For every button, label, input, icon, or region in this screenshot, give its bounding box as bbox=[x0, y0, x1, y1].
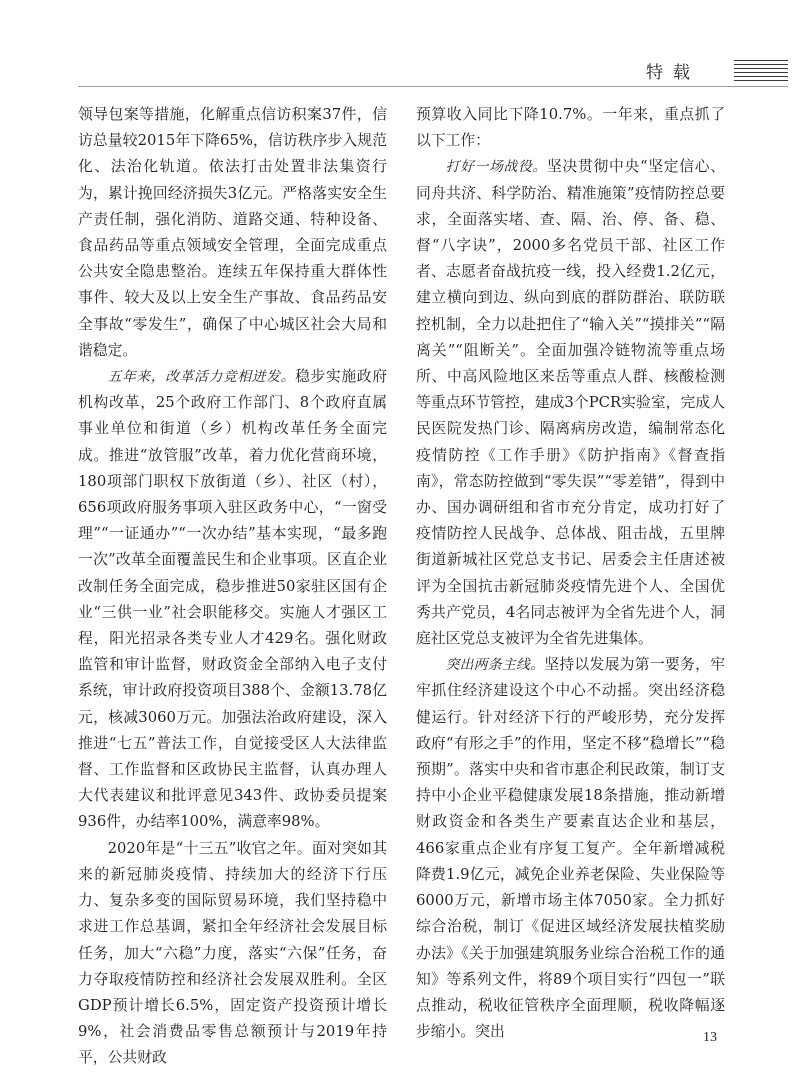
left-column bbox=[78, 102, 387, 1072]
paragraph bbox=[416, 154, 725, 652]
page-number: 13 bbox=[703, 1030, 717, 1045]
paragraph bbox=[416, 652, 725, 1045]
paragraph-body: 坚决贯彻中央“坚定信心、同舟共济、科学防治、精准施策”疫情防控总要求，全面落实堵、查、隔、治、停、备、稳、督“八字诀”，2000多名党员干部、社区工作者、志愿者奋战抗疫一线，投入经费1.2亿元，建立横向到边、纵向到底的群防群治、联防联控机制，全力以赴把住了“输入关”“摸排关”“隔离关”“阻断关”。全面加强冷链物流等重点场所、中高风险地区来岳等重点人群、核酸检测等重点环节管控，建成3个PCR实验室，完成人民医院发热门诊、隔离病房改造，编制常态化疫情防控《工作手册》《防护指南》《督查指南》，常态防控做到“零失误”“零差错”，得到中办、国办调研组和省市充分肯定，成功打好了疫情防控人民战争、总体战、阻击战，五里牌街道新城社区党总支书记、居委会主任唐述被评为全国抗击新冠肺炎疫情先进个人、全国优秀共产党员，4名同志被评为全省先进个人，洞庭社区党总支被评为全省先进集体。 bbox=[416, 158, 725, 648]
paragraph-lead: 五年来，改革活力竞相迸发。 bbox=[107, 369, 296, 386]
paragraph-body: 稳步实施政府机构改革，25个政府工作部门、8个政府直属事业单位和街道（乡）机构改革任务全面完成。推进“放管服”改革，着力优化营商环境，180项部门职权下放街道（乡）、社区（村），656项政府服务事项入驻区政务中心，“一窗受理”“一证通办”“一次办结”基本实现，“最多跑一次”改革全面覆盖民生和企业事项。区直企业改制任务全面完成，稳步推进50家驻区国有企业“三供一业”社会职能移交。实施人才强区工程，阳光招录各类专业人才429名。强化财政监管和审计监督，财政资金全部纳入电子支付系统，审计政府投资项目388个、金额13.78亿元，核减3060万元。加强法治政府建设，深入推进“七五”普法工作，自觉接受区人大法律监督、工作监督和区政协民主监督，认真办理人大代表建议和批评意见343件、政协委员提案936件，办结率100%，满意率98%。 bbox=[78, 368, 387, 831]
paragraph-lead: 打好一场战役。 bbox=[445, 159, 548, 176]
header-rule bbox=[78, 86, 788, 87]
paragraph: 领导包案等措施，化解重点信访积案37件，信访总量较2015年下降65%，信访秩序步入规范化、法治化轨道。依法打击处置非法集资行为，累计挽回经济损失3亿元。严格落实安全生产责任制，强化消防、道路交通、特种设备、食品药品等重点领域安全管理，全面完成重点公共安全隐患整治。连续五年保持重大群体性事件、较大及以上安全生产事故、食品药品安全事故“零发生”，确保了中心城区社会大局和谐稳定。 bbox=[78, 106, 387, 359]
right-column bbox=[416, 102, 725, 1045]
paragraph-lead: 突出两条主线。 bbox=[445, 657, 545, 674]
paragraph bbox=[78, 364, 387, 836]
header-decoration-lines bbox=[734, 60, 788, 84]
section-label: 特载 bbox=[646, 63, 700, 83]
paragraph: 预算收入同比下降10.7%。一年来，重点抓了以下工作： bbox=[416, 106, 725, 150]
paragraph: 2020年是“十三五”收官之年。面对突如其来的新冠肺炎疫情、持续加大的经济下行压力、复杂多变的国际贸易环境，我们坚持稳中求进工作总基调，紧扣全年经济社会发展目标任务，加大“六稳”力度，落实“六保”任务，奋力夺取疫情防控和经济社会发展双胜利。全区GDP预计增长6.5%，固定资产投资预计增长9%，社会消费品零售总额预计与2019年持平，公共财政 bbox=[78, 839, 387, 1067]
paragraph-body: 坚持以发展为第一要务，牢牢抓住经济建设这个中心不动摇。突出经济稳健运行。针对经济下行的严峻形势，充分发挥政府“有形之手”的作用，坚定不移“稳增长”“稳预期”。落实中央和省市惠企利民政策，制订支持中小企业平稳健康发展18条措施，推动新增财政资金和各类生产要素直达企业和基层，466家重点企业有序复工复产。全年新增减税降费1.9亿元，减免企业养老保险、失业保险等6000万元，新增市场主体7050家。全力抓好综合治税，制订《促进区域经济发展扶植奖励办法》《关于加强建筑服务业综合治税工作的通知》等系列文件，将89个项目实行“四包一”联点推动，税收征管秩序全面理顺，税收降幅逐步缩小。突出 bbox=[416, 656, 725, 1041]
